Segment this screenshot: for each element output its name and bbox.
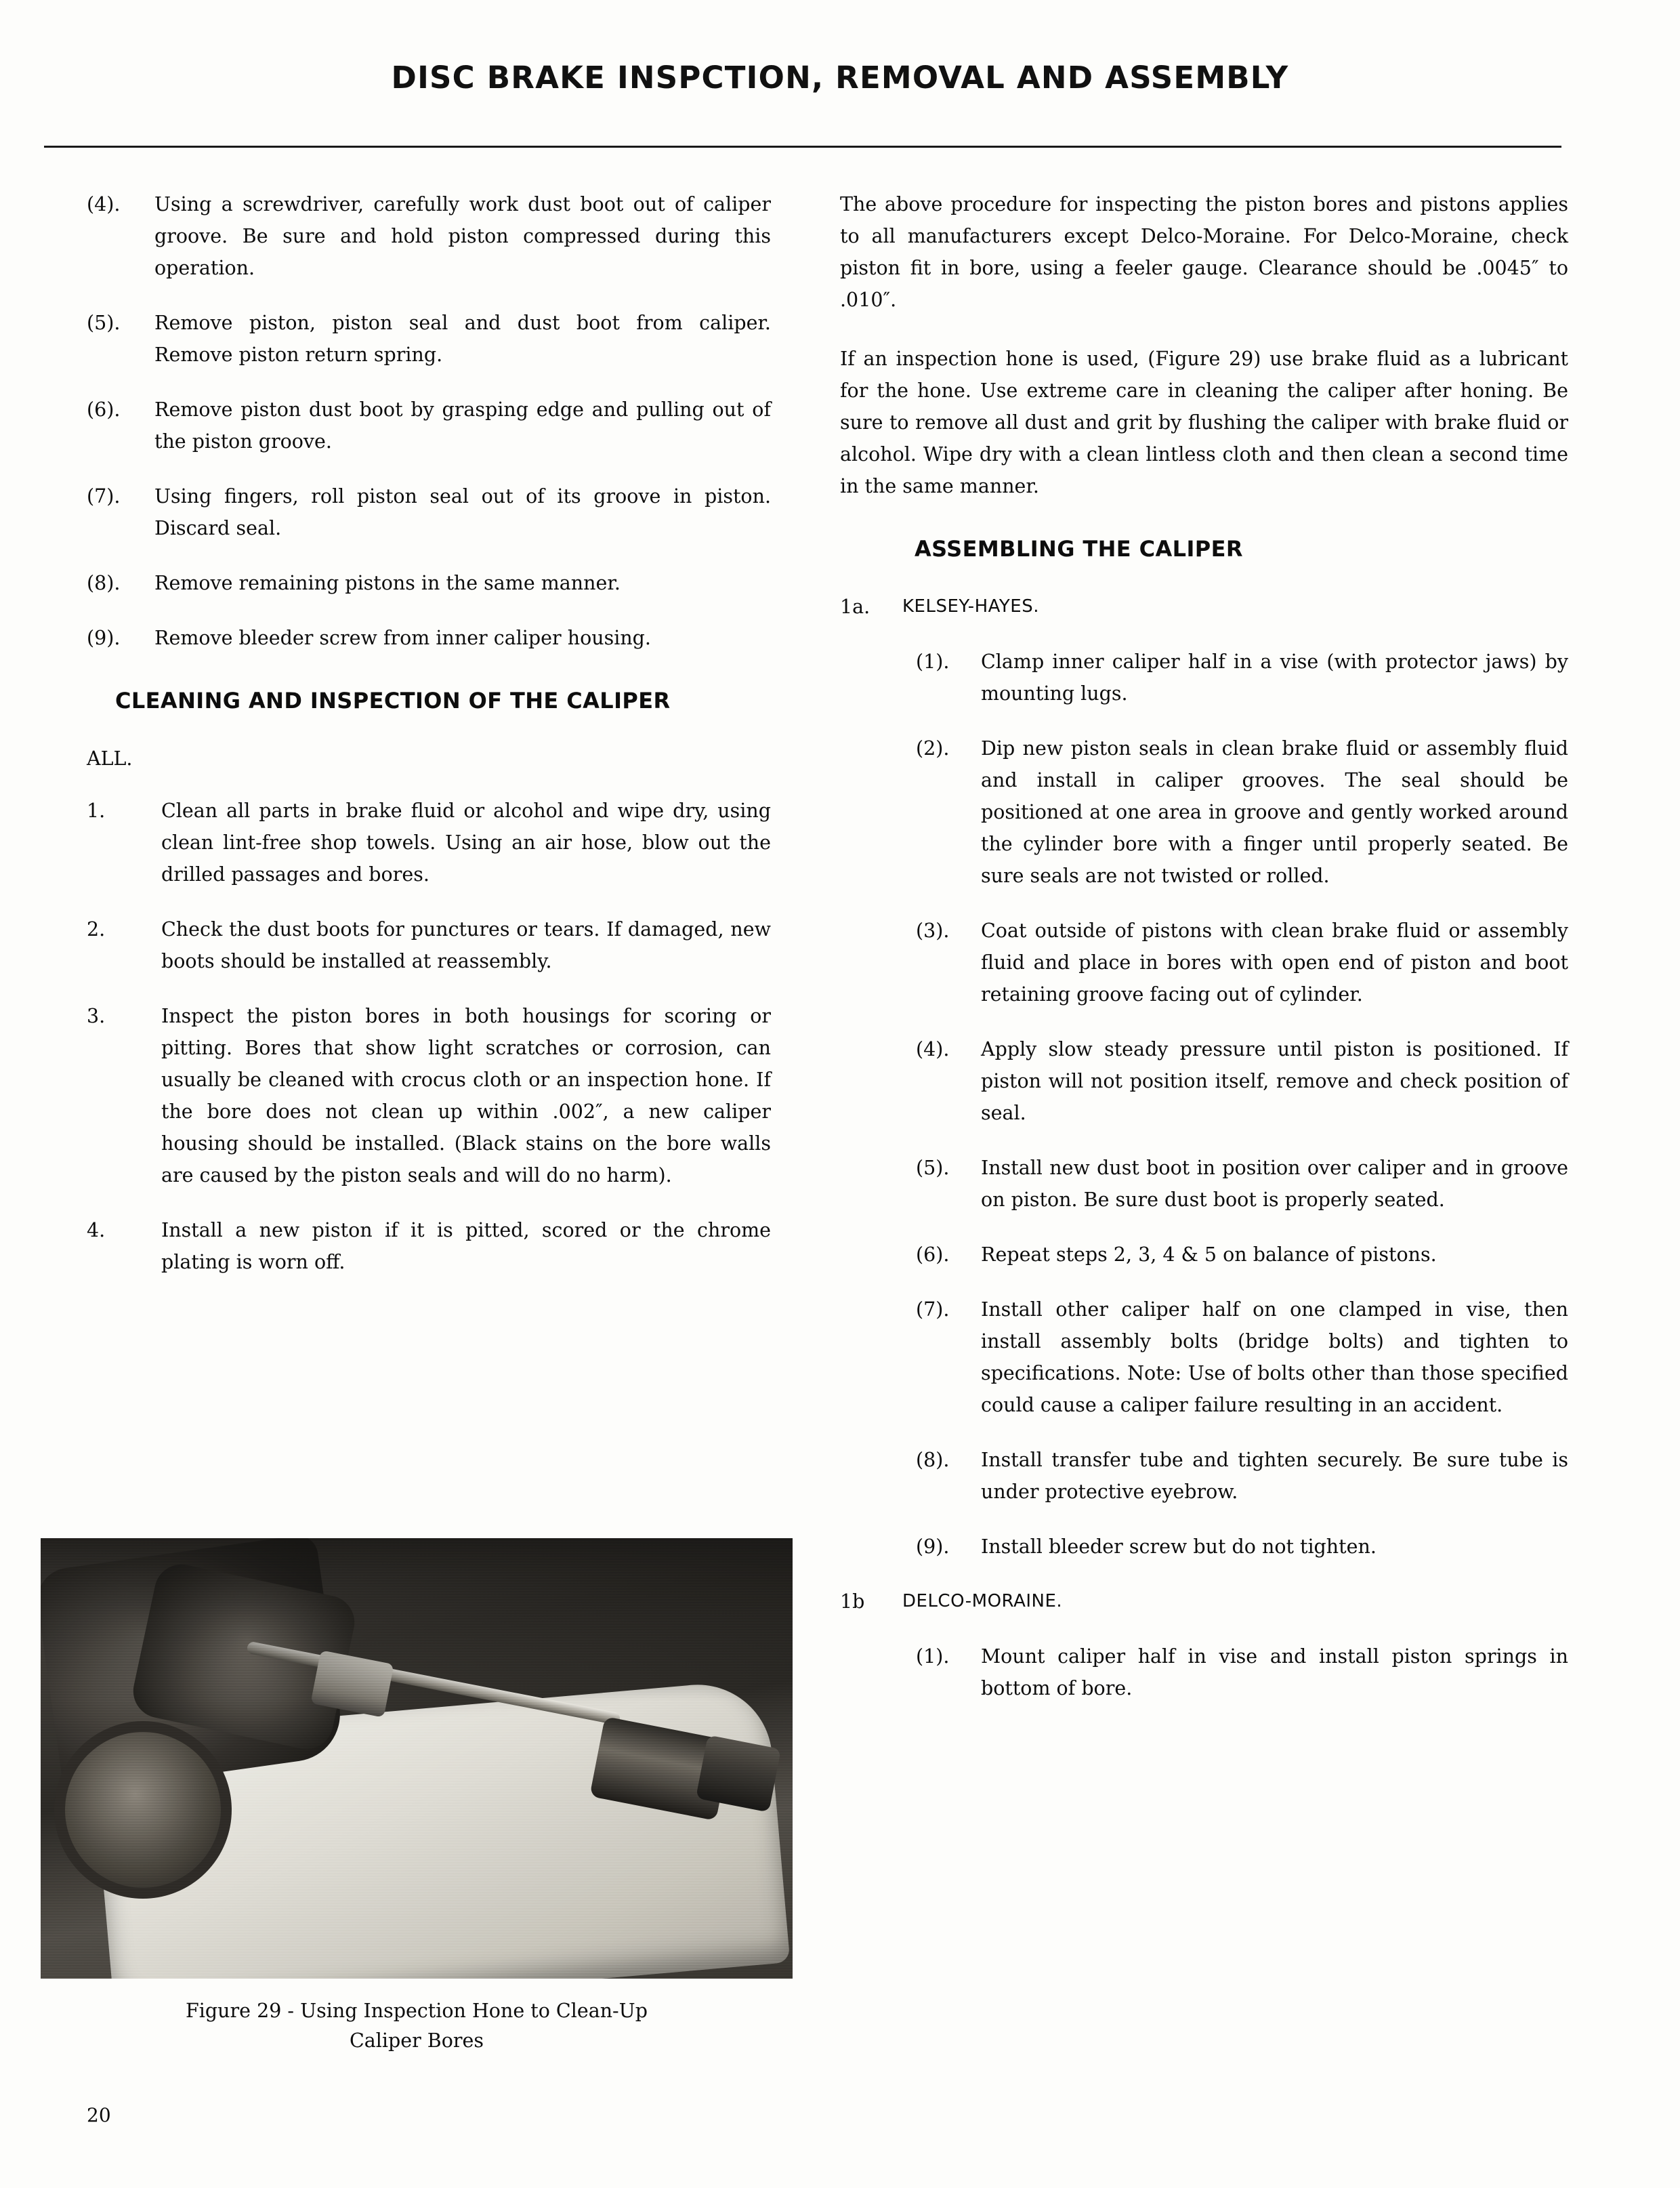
section-heading-cleaning: CLEANING AND INSPECTION OF THE CALIPER [115,688,671,714]
delco-moraine-steps-list [840,1640,1568,1704]
figure-caption-line-2: Caliper Bores [349,2029,484,2052]
list-item [916,1239,1568,1271]
list-marker: (7). [916,1298,950,1321]
list-text: Apply slow steady pressure until piston is positioned. If piston will not position itself, remove and check position of seal. [981,1038,1568,1124]
list-item [916,646,1568,709]
list-item [916,915,1568,1010]
list-text: Remove piston, piston seal and dust boot from caliper. Remove piston return spring. [154,312,771,366]
page-title: DISC BRAKE INSPCTION, REMOVAL AND ASSEMBLY [391,60,1289,96]
list-text: Install bleeder screw but do not tighten. [981,1535,1377,1558]
list-text: Remove piston dust boot by grasping edge and pulling out of the piston groove. [154,398,771,453]
list-item [87,913,771,977]
list-marker: (3). [916,920,950,942]
page-number: 20 [87,2104,111,2126]
list-marker: (5). [916,1157,950,1179]
list-item [87,795,771,890]
list-marker: 2. [87,918,106,941]
list-item [916,1640,1568,1704]
section-heading-assembling: ASSEMBLING THE CALIPER [915,536,1243,562]
right-column [840,188,1568,1727]
list-marker: 1b [840,1590,865,1613]
list-marker: (5). [87,312,121,334]
list-item [916,1531,1568,1563]
cleaning-steps-list [87,795,771,1278]
list-text: Mount caliper half in vise and install piston springs in bottom of bore. [981,1645,1568,1699]
left-column [87,188,771,1301]
manufacturer-label: DELCO-MORAINE. [902,1591,1063,1611]
list-item [87,622,771,654]
list-marker: (9). [87,627,121,649]
list-text: Clamp inner caliper half in a vise (with protector jaws) by mounting lugs. [981,651,1568,705]
list-item [916,732,1568,892]
list-text: Dip new piston seals in clean brake fluid or assembly fluid and install in caliper grooves. The seal should be positioned at one area in groove and gently worked around the cylinder bore with a finger until properly seated. Be sure seals are not twisted or rolled. [981,737,1568,887]
list-text: Install transfer tube and tighten securely. Be sure tube is under protective eyebrow. [981,1449,1568,1503]
list-text: Install other caliper half on one clamped in vise, then install assembly bolts (bridge bolts) and tighten to specifications. Note: Use of bolts other than those specified could cause a caliper failure resulting in an accident. [981,1298,1568,1416]
paragraph-inspection-hone: If an inspection hone is used, (Figure 29) use brake fluid as a lubricant for the hone. Use extreme care in cleaning the caliper after honing. Be sure to remove all dust and grit by flushing the caliper with brake fluid or alcohol. Wipe dry with a clean lintless cloth and then clean a second time in the same manner. [840,348,1568,497]
photo-grain-overlay [41,1538,793,1979]
figure-caption-line-1: Figure 29 - Using Inspection Hone to Clean-Up [186,2000,648,2022]
figure-caption [41,1996,793,2056]
list-text: Install a new piston if it is pitted, scored or the chrome plating is worn off. [161,1219,771,1273]
list-marker: (6). [87,398,121,421]
list-item [87,394,771,457]
list-text: Using fingers, roll piston seal out of its groove in piston. Discard seal. [154,485,771,539]
list-marker: (8). [916,1449,950,1471]
list-marker: (4). [87,193,121,215]
list-item [916,1444,1568,1508]
list-item [916,1294,1568,1421]
list-text: Using a screwdriver, carefully work dust boot out of caliper groove. Be sure and hold piston compressed during this operation. [154,193,771,279]
list-item [87,567,771,599]
list-marker: (9). [916,1535,950,1558]
removal-steps-continued-list [87,188,771,654]
applies-to-label: ALL. [87,747,133,770]
header-divider [44,146,1561,148]
list-marker: 1a. [840,596,870,618]
list-marker: 4. [87,1219,106,1241]
list-text: Remove remaining pistons in the same manner. [154,572,621,594]
list-item [916,1033,1568,1129]
list-item [87,188,771,284]
manufacturer-kelsey-hayes [840,591,1568,623]
list-text: Clean all parts in brake fluid or alcohol and wipe dry, using clean lint-free shop towels. Using an air hose, blow out the drilled passages and bores. [161,800,771,886]
list-marker: (2). [916,737,950,760]
list-marker: (1). [916,1645,950,1668]
list-text: Repeat steps 2, 3, 4 & 5 on balance of pistons. [981,1243,1437,1266]
list-marker: 1. [87,800,106,822]
list-text: Check the dust boots for punctures or tears. If damaged, new boots should be installed at reassembly. [161,918,771,972]
list-marker: (6). [916,1243,950,1266]
list-item [87,1000,771,1191]
list-item [87,307,771,371]
manufacturer-delco-moraine [840,1586,1568,1617]
list-text: Inspect the piston bores in both housings for scoring or pitting. Bores that show light scratches or corrosion, can usually be cleaned with crocus cloth or an inspection hone. If the bore does not clean up within .002″, a new caliper housing should be installed. (Black stains on the bore walls are caused by the piston seals and will do no harm). [161,1005,771,1186]
paragraph-inspection-procedure: The above procedure for inspecting the piston bores and pistons applies to all manufacturers except Delco-Moraine. For Delco-Moraine, check piston fit in bore, using a feeler gauge. Clearance should be .0045″ to .010″. [840,193,1568,311]
list-item [87,480,771,544]
list-item [87,1214,771,1278]
list-text: Coat outside of pistons with clean brake fluid or assembly fluid and place in bores with open end of piston and boot retaining groove facing out of cylinder. [981,920,1568,1006]
manufacturer-label: KELSEY-HAYES. [902,596,1039,617]
list-marker: (4). [916,1038,950,1060]
list-item [916,1152,1568,1216]
list-text: Install new dust boot in position over caliper and in groove on piston. Be sure dust boot is properly seated. [981,1157,1568,1211]
list-marker: (7). [87,485,121,508]
list-text: Remove bleeder screw from inner caliper housing. [154,627,651,649]
figure-image [41,1538,793,1979]
kelsey-hayes-steps-list [840,646,1568,1563]
list-marker: (8). [87,572,121,594]
figure-29 [41,1538,793,2056]
list-marker: 3. [87,1005,106,1027]
list-marker: (1). [916,651,950,673]
